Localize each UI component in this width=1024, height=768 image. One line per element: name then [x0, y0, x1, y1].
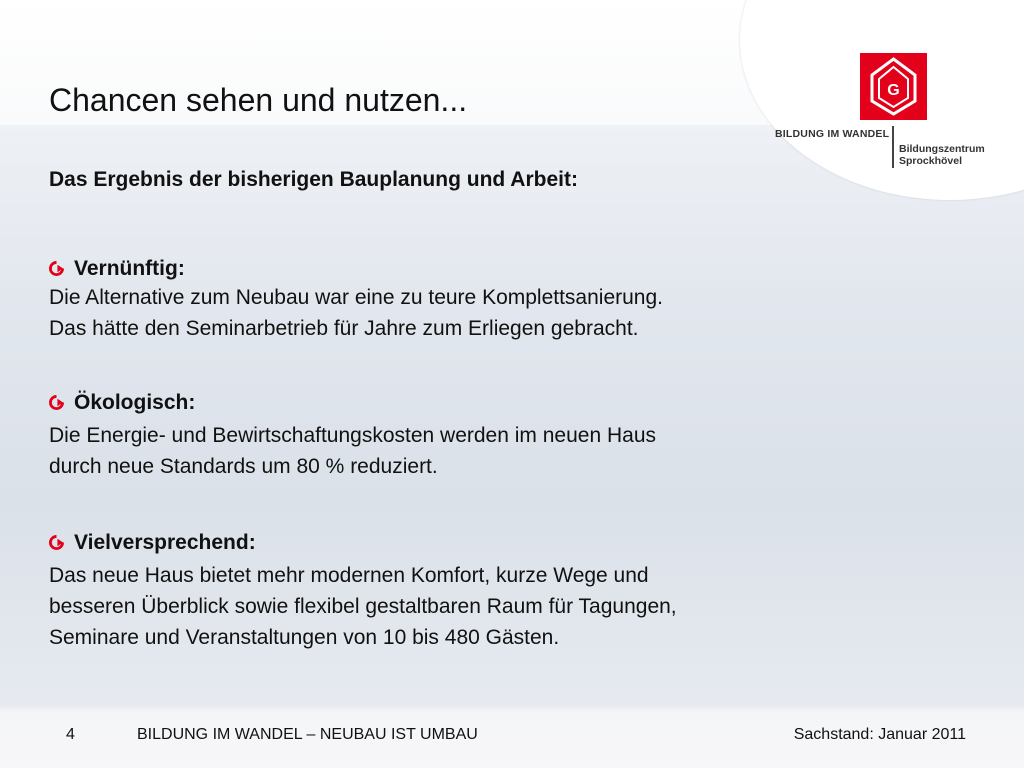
- point-heading-row: [49, 390, 656, 416]
- slide-subtitle: Das Ergebnis der bisherigen Bauplanung und Arbeit:: [49, 168, 578, 191]
- point-body: Die Energie- und Bewirtschaftungskosten werden im neuen Haus durch neue Standards um 80 % reduziert.: [49, 424, 657, 478]
- point-body: Die Alternative zum Neubau war eine zu teure Komplettsanierung. Das hätte den Seminarbetrieb für Jahre zum Erliegen gebracht.: [49, 286, 664, 340]
- logo-text-bildungszentrum: [899, 143, 985, 167]
- logo-text-line1: Bildungszentrum: [899, 143, 985, 155]
- logo-text-line2: Sprockhövel: [899, 155, 963, 167]
- point-vielversprechend: [49, 530, 677, 653]
- point-heading-row: [49, 256, 663, 282]
- point-heading-row: [49, 530, 677, 556]
- red-arrow-bullet-icon: [49, 535, 64, 550]
- slide-title: Chancen sehen und nutzen...: [49, 82, 468, 118]
- point-vernuenftig: [49, 256, 663, 344]
- point-oekologisch: [49, 390, 656, 482]
- footer-date: Sachstand: Januar 2011: [793, 726, 966, 743]
- logo-text-bildung-im-wandel: BILDUNG IM WANDEL: [775, 128, 890, 140]
- footer-title: BILDUNG IM WANDEL – NEUBAU IST UMBAU: [137, 726, 478, 743]
- point-heading: Vielversprechend:: [74, 531, 256, 554]
- svg-text:G: G: [887, 82, 900, 99]
- footer-page-number: 4: [66, 726, 75, 743]
- point-heading: Ökologisch:: [74, 391, 196, 414]
- point-heading: Vernünftig:: [74, 257, 185, 280]
- red-arrow-bullet-icon: [49, 261, 64, 276]
- logo-divider: [892, 126, 894, 168]
- red-arrow-bullet-icon: [49, 395, 64, 410]
- point-body: Das neue Haus bietet mehr modernen Komfort, kurze Wege und besseren Überblick sowie flexibel gestaltbaren Raum für Tagungen, Seminare und Veranstaltungen von 10 bis 480 Gästen.: [49, 564, 677, 649]
- igm-logo: [860, 53, 927, 120]
